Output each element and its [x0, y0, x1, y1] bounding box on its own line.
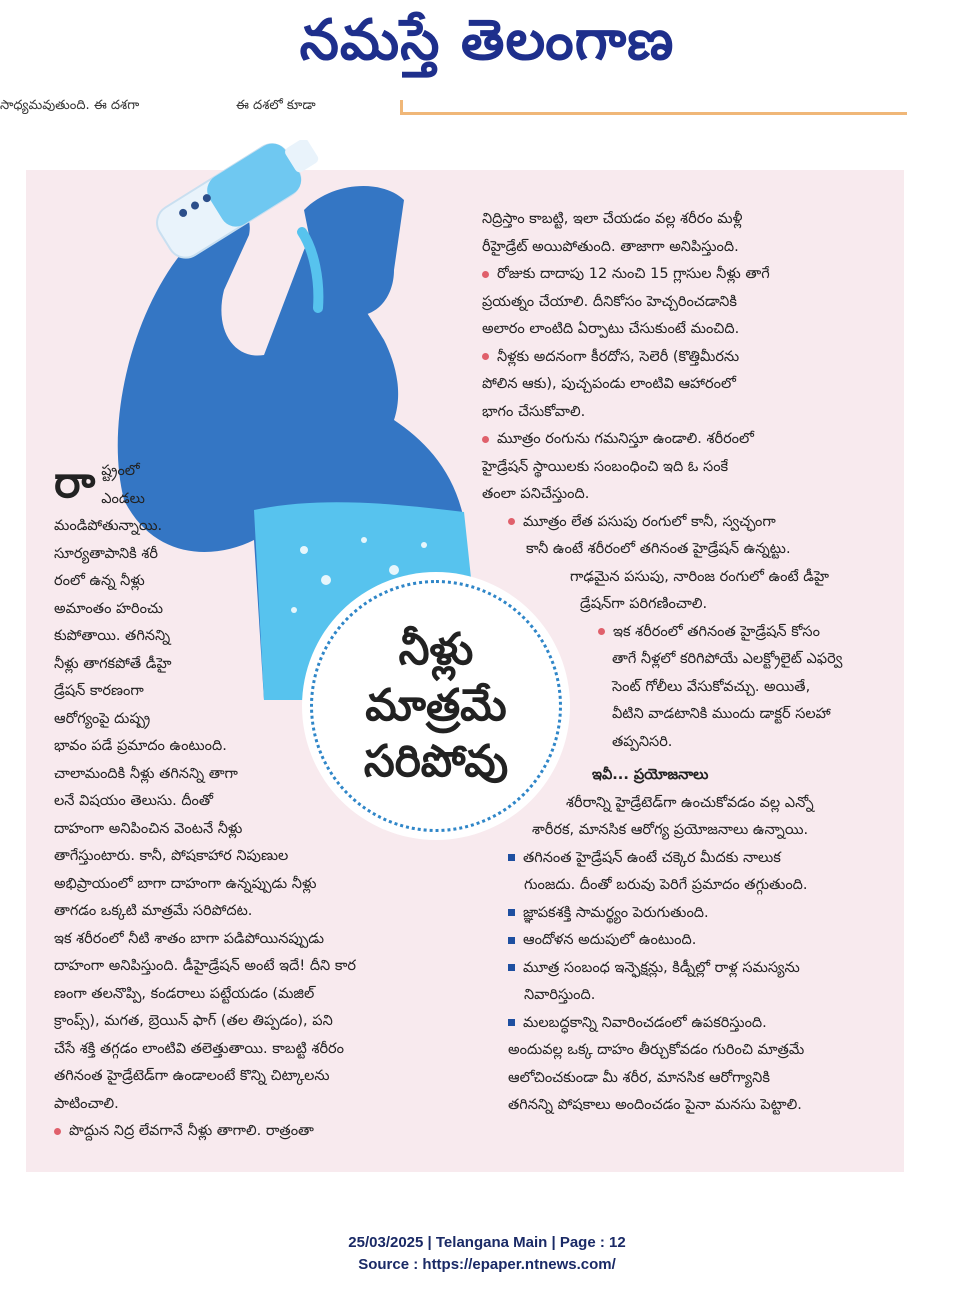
right-line: అలారం లాంటిది ఏర్పాటు చేసుకుంటే మంచిది. [482, 321, 740, 337]
left-line: నీళ్లు తాగకపోతే డీహై [54, 655, 172, 672]
left-line: డ్రేషన్ కారణంగా [54, 683, 144, 699]
right-line: అందువల్ల ఒక్క దాహం తీర్చుకోవడం గురించి మాత్రమే [508, 1042, 805, 1058]
drop-cap: రా [54, 457, 96, 508]
left-bullet [54, 1118, 454, 1146]
left-line: ఇక శరీరంలో నీటి శాతం బాగా పడిపోయినప్పుడు [54, 930, 324, 947]
right-line: హైడ్రేషన్ స్థాయిలకు సంబంధించి ఇది ఓ సంకే [482, 458, 729, 475]
bullet-dot [54, 1128, 61, 1135]
left-line: దాహంగా అనిపించిన వెంటనే నీళ్లు [54, 820, 243, 837]
right-line: నివారిస్తుంది. [524, 987, 596, 1003]
left-line: పాటించాలి. [54, 1095, 119, 1112]
right-line: తంలా పనిచేస్తుంది. [482, 486, 590, 502]
right-line [482, 344, 882, 372]
bullet-text: నీళ్లకు అదనంగా కీరదోస, సెలెరీ (కొత్తిమీరను [497, 348, 740, 365]
bullet-text: మూత్రం రంగును గమనిస్తూ ఉండాలి. శరీరంలో [497, 431, 754, 447]
bullet-text: ఆందోళన అదుపులో ఉంటుంది. [523, 932, 697, 948]
left-line: ఆరోగ్యంపై దుష్ప్ర [54, 710, 151, 727]
prev-text-right: ఈ దశలో కూడా [236, 98, 316, 113]
bullet-dot [482, 271, 489, 278]
right-line: తప్పనిసరి. [612, 733, 673, 750]
right-line [482, 426, 882, 454]
right-line: ఆలోచించకుండా మీ శరీర, మానసిక ఆరోగ్యానికి [508, 1069, 770, 1086]
right-line [482, 619, 882, 647]
headline-line-3: సరిపోవు [363, 736, 509, 787]
right-line: రీహైడ్రేట్ అయిపోతుంది. తాజాగా అనిపిస్తుంది. [482, 238, 739, 255]
article [26, 170, 904, 1172]
left-line: తాగేస్తుంటారు. కానీ, పోషకాహార నిపుణుల [54, 848, 289, 864]
bullet-text: పొద్దున నిద్ర లేవగానే నీళ్లు తాగాలి. రాత్రంతా [69, 1123, 314, 1139]
right-line: తాగే నీళ్లలో కరిగిపోయే ఎలక్ట్రోలైట్ ఎఫర్వె [612, 651, 843, 667]
left-line: భావం పడే ప్రమాదం ఉంటుంది. [54, 738, 227, 754]
bullet-text: ఇక శరీరంలో తగినంత హైడ్రేషన్ కోసం [613, 623, 820, 640]
right-line: గుంజదు. దీంతో బరువు పెరిగే ప్రమాదం తగ్గుతుంది. [524, 877, 808, 893]
right-line [482, 509, 882, 537]
left-line: క్రాంప్స్), మగత, బ్రెయిన్ ఫాగ్ (తల తిప్పడం), పని [54, 1013, 333, 1029]
bullet-dot [598, 628, 605, 635]
left-line: కుపోతాయి. తగినన్ని [54, 628, 171, 644]
bullet-text: మూత్రం లేత పసుపు రంగులో కానీ, స్వచ్ఛంగా [523, 513, 776, 530]
masthead-title: నమస్తే తెలంగాణ [299, 8, 675, 73]
right-line [482, 927, 882, 955]
right-line: శరీరాన్ని హైడ్రేటెడ్‌గా ఉంచుకోవడం వల్ల ఎన్నో [566, 794, 814, 811]
bullet-dot [482, 436, 489, 443]
bullet-dot [508, 518, 515, 525]
left-line: తాగడం ఒక్కటి మాత్రమే సరిపోదట. [54, 903, 253, 919]
right-line: కానీ ఉంటే శరీరంలో తగినంత హైడ్రేషన్ ఉన్నట్టు. [526, 541, 791, 557]
headline-line-1: నీళ్లు [398, 624, 474, 675]
right-line: పోలిన ఆకు), పుచ్చపండు లాంటివి ఆహారంలో [482, 376, 736, 392]
bullet-square [508, 937, 515, 944]
footer-date-page: 25/03/2025 | Telangana Main | Page : 12 [348, 1234, 626, 1251]
right-line: తగినన్ని పోషకాలు అందించడం పైనా మనసు పెట్టాలి. [508, 1097, 802, 1113]
prev-box-border [400, 100, 907, 115]
bullet-square [508, 964, 515, 971]
left-line: ఎండలు [101, 490, 145, 507]
bullet-square [508, 909, 515, 916]
previous-article-strip [0, 98, 974, 120]
left-line: చేసే శక్తి తగ్గడం లాంటివి తలెత్తుతాయి. కాబట్టి శరీరం [54, 1040, 344, 1057]
left-line: రంలో ఉన్న నీళ్లు [54, 573, 145, 589]
right-line [482, 900, 882, 928]
left-line: ష్ట్రంలో [101, 463, 140, 479]
right-line: వీటిని వాడటానికి ముందు డాక్టర్ సలహా [612, 706, 831, 722]
right-line: భాగం చేసుకోవాలి. [482, 403, 586, 420]
left-line: లనే విషయం తెలుసు. దీంతో [54, 793, 214, 809]
right-line: డ్రేషన్‌గా పరిగణించాలి. [580, 596, 708, 612]
left-column [54, 458, 454, 1146]
bullet-text: మూత్ర సంబంధ ఇన్ఫెక్షన్లు, కిడ్నీల్లో రాళ్ల సమస్యను [523, 959, 800, 976]
left-line: దాహంగా అనిపిస్తుంది. డీహైడ్రేషన్ అంటే ఇదే! దీని కార [54, 958, 357, 974]
right-line: శారీరక, మానసిక ఆరోగ్య ప్రయోజనాలు ఉన్నాయి. [532, 822, 809, 838]
left-line: అభిప్రాయంలో బాగా దాహంగా ఉన్నప్పుడు నీళ్లు [54, 875, 317, 892]
right-column [482, 206, 882, 1120]
left-line: అమాంతం హరించు [54, 600, 163, 617]
bullet-text: జ్ఞాపకశక్తి సామర్థ్యం పెరుగుతుంది. [523, 904, 709, 921]
bullet-square [508, 854, 515, 861]
right-line: సెంట్ గోలీలు వేసుకోవచ్చు. అయితే, [612, 678, 811, 695]
left-line: చాలామందికి నీళ్లు తగినన్ని తాగా [54, 765, 238, 782]
bullet-text: తగినంత హైడ్రేషన్ ఉంటే చక్కెర మీదకు నాలుక [523, 849, 781, 866]
left-line: ణంగా తలనొప్పి, కండరాలు పట్టేయడం (మజిల్ [54, 985, 315, 1002]
left-line: తగినంత హైడ్రేటెడ్‌గా ఉండాలంటే కొన్ని చిట్కాలను [54, 1068, 330, 1084]
benefits-heading: ఇవీ... ప్రయోజనాలు [592, 767, 709, 783]
right-line: ప్రయత్నం చేయాలి. దీనికోసం హెచ్చరించడానికి [482, 293, 737, 310]
right-line [482, 1010, 882, 1038]
right-line: గాఢమైన పసుపు, నారింజ రంగులో ఉంటే డీహై [570, 568, 830, 585]
footer-source[interactable]: Source : https://epaper.ntnews.com/ [358, 1256, 616, 1273]
bullet-square [508, 1019, 515, 1026]
footer [0, 1232, 974, 1276]
right-line [482, 261, 882, 289]
right-line: నిద్రిస్తాం కాబట్టి, ఇలా చేయడం వల్ల శరీరం మళ్లీ [482, 211, 743, 227]
headline-line-2: మాత్రమే [365, 680, 507, 731]
bullet-text: రోజుకు దాదాపు 12 నుంచి 15 గ్లాసుల నీళ్లు తాగే [497, 266, 770, 282]
right-line [482, 845, 882, 873]
left-line: మండిపోతున్నాయి. [54, 518, 163, 534]
bullet-dot [482, 353, 489, 360]
bullet-text: మలబద్ధకాన్ని నివారించడంలో ఉపకరిస్తుంది. [523, 1014, 767, 1031]
right-line [482, 955, 882, 983]
left-line: సూర్యతాపానికి శరీ [54, 545, 158, 562]
prev-text-left: సాధ్యమవుతుంది. ఈ దశగా [0, 98, 140, 113]
